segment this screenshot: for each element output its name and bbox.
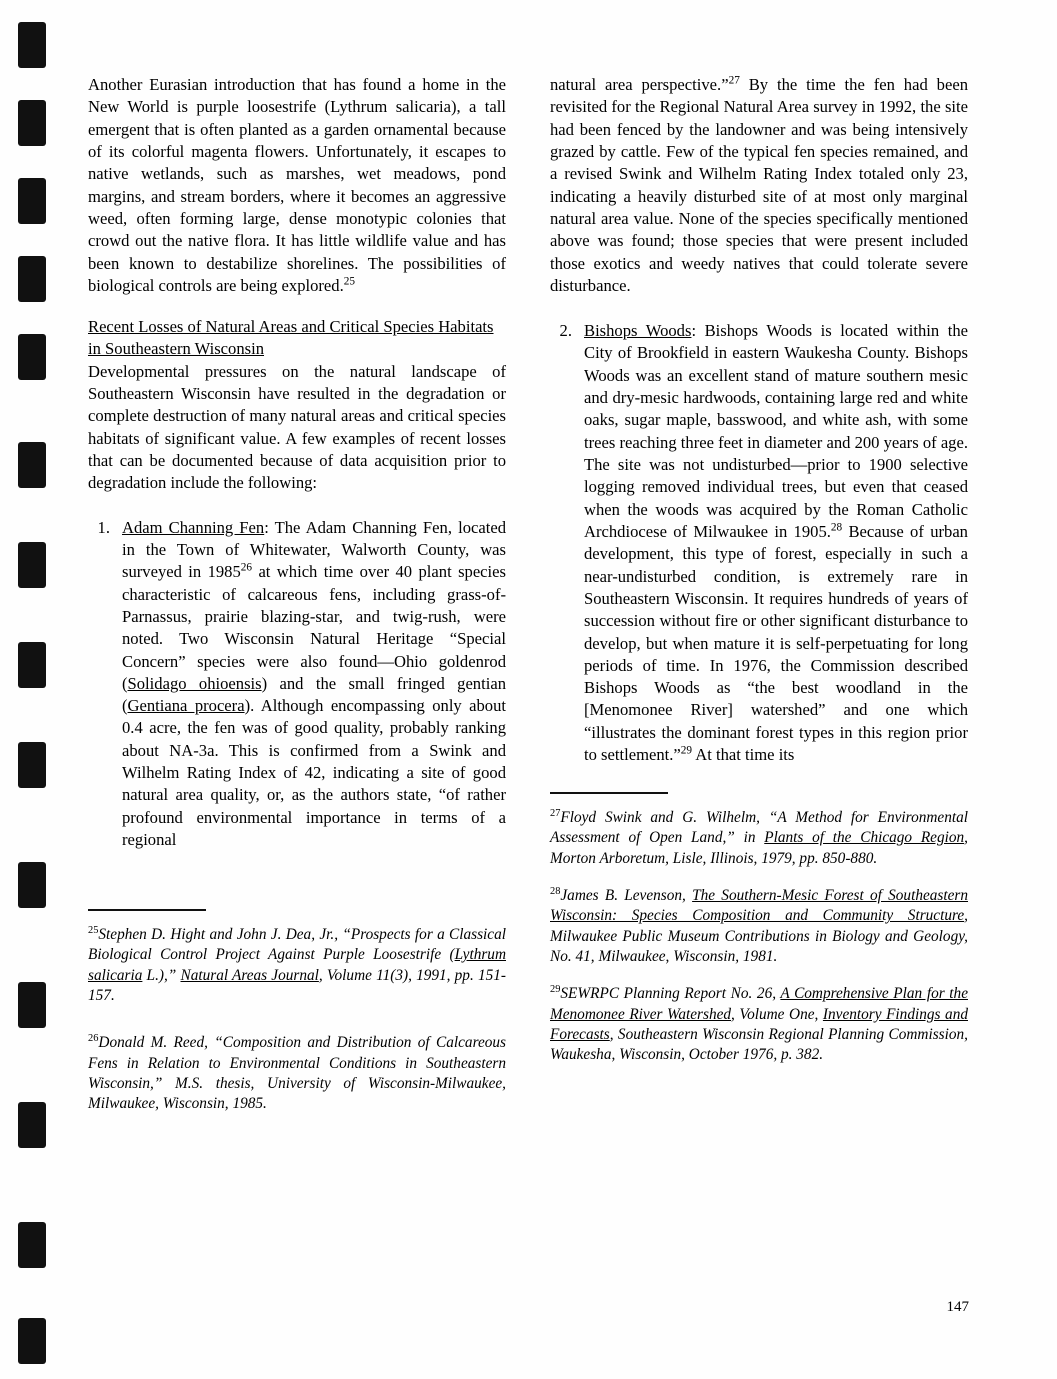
footnote-25-species: Lythrum salicaria: [88, 946, 506, 984]
binder-mark: [18, 742, 46, 788]
binder-mark: [18, 100, 46, 146]
list-item: [88, 517, 506, 852]
list-item-text-part-2: at which time over 40 plant species characteristic of calcareous fens, including grass-of-Parnassus, prairie blazing-star, and twig-rush, were noted. Two Wisconsin Natural Heritage “Special Concern” species were also found—Ohio goldenrod (: [122, 562, 506, 693]
footnote-28-text-1: James B. Levenson,: [560, 887, 693, 904]
footnote-27-text-2: , Morton Arboretum, Lisle, Illinois, 1979, pp. 850-880.: [550, 829, 968, 867]
page-number: 147: [946, 1299, 969, 1315]
footnote-28-number: 28: [550, 885, 561, 897]
species-name-gentiana: Gentiana procera: [127, 696, 245, 716]
paragraph-purple-loosestrife: [88, 74, 506, 297]
footnote-ref-29: 29: [680, 744, 693, 757]
paragraph-developmental-pressures: Developmental pressures on the natural landscape of Southeastern Wisconsin have resulted in the degradation or complete destruction of many natural areas and critical species habitats of significant value. A few examples of recent losses that can be documented because of data acquisition prior to degradation include the following:: [88, 361, 506, 493]
list-item: [550, 320, 968, 766]
binder-mark: [18, 1102, 46, 1148]
footnote-25-text-1: Stephen D. Hight and John J. Dea, Jr., “Prospects for a Classical Biological Control Project Against Purple Loosestrife (: [88, 925, 506, 964]
list-item-title: Adam Channing Fen: [122, 517, 265, 537]
footnote-25-text-3: , Volume 11(3), 1991, pp. 151-157.: [88, 966, 506, 1004]
footnote-29-text-2: , Volume One,: [731, 1005, 823, 1023]
footnote-29: [550, 984, 968, 1065]
binder-mark: [18, 1318, 46, 1364]
footnote-28-title: The Southern-Mesic Forest of Southeastern Wisconsin: Species Composition and Community Structure: [550, 887, 969, 925]
section-heading-block: [88, 316, 506, 495]
footnote-25-number: 25: [88, 924, 99, 936]
page-content: [88, 74, 968, 1132]
footnote-29-title-2: Inventory Findings and Forecasts: [550, 1005, 968, 1044]
footnote-26-text: Donald M. Reed, “Composition and Distribution of Calcareous Fens in Relation to Environmental Conditions in Southeastern Wisconsin,” M.S. thesis, University of Wisconsin-Milwaukee, Milwaukee, Wisconsin, 1985.: [88, 1034, 506, 1113]
footnote-29-title-1: A Comprehensive Plan for the Menomonee River Watershed: [550, 985, 968, 1023]
paragraph-natural-area-perspective: [550, 74, 968, 297]
binder-mark: [18, 22, 46, 68]
list-item-title: Bishops Woods: [584, 321, 692, 341]
list-item-text: [584, 320, 968, 766]
list-item-text-part-1: : The Adam Channing Fen, located in the Town of Whitewater, Walworth County, was surveyed in 1985: [122, 517, 506, 582]
binder-mark: [18, 1222, 46, 1268]
list-item-text: [122, 517, 506, 852]
footnote-ref-28: 28: [830, 521, 843, 534]
footnote-ref-27: 27: [728, 74, 740, 87]
binder-mark: [18, 982, 46, 1028]
section-heading: Recent Losses of Natural Areas and Critical Species Habitats in Southeastern Wisconsin: [88, 317, 494, 359]
footnote-27-text-1: Floyd Swink and G. Wilhelm, “A Method for Environmental Assessment of Open Land,” in: [550, 808, 968, 847]
footnote-26: [88, 1033, 506, 1114]
list-item-number: 2.: [559, 321, 572, 341]
footnote-25: [88, 925, 506, 1006]
numbered-list: [88, 517, 506, 852]
footnote-28: [550, 886, 968, 967]
list-item-number: 1.: [97, 517, 110, 537]
binder-mark: [18, 442, 46, 488]
footnote-29-number: 29: [550, 984, 561, 996]
list-item-text-part-3: ) and the small fringed gentian (: [122, 673, 506, 716]
footnote-28-text-2: , Milwaukee Public Museum Contributions in Biology and Geology, No. 41, Milwaukee, Wisconsin, 1981.: [550, 907, 968, 966]
footnote-27-number: 27: [550, 807, 561, 819]
left-column: [88, 74, 506, 1132]
right-column: [550, 74, 968, 1132]
footnote-25-text-2: L.),”: [142, 966, 181, 984]
footnote-29-text-3: , Southeastern Wisconsin Regional Planning Commission, Waukesha, Wisconsin, October 1976, p. 382.: [550, 1026, 968, 1064]
binder-mark: [18, 178, 46, 224]
footnote-27-title: Plants of the Chicago Region: [764, 829, 965, 847]
binder-mark: [18, 542, 46, 588]
footnote-gap: [88, 1023, 506, 1033]
numbered-list-continued: [550, 320, 968, 766]
footnote-ref-25: 25: [343, 275, 356, 288]
footnote-27: [550, 808, 968, 869]
paragraph-text-part-1: natural area perspective.”: [550, 75, 729, 94]
species-name-solidago: Solidago ohioensis: [127, 673, 262, 693]
footnote-separator-rule: [88, 909, 206, 911]
binder-mark: [18, 642, 46, 688]
list-item-text-part-3: At that time its: [692, 745, 795, 765]
binder-mark: [18, 862, 46, 908]
list-item-text-part-2: Because of urban development, this type of forest, especially in such a near-undisturbed condition, is extremely rare in Southeastern Wisconsin. It requires hundreds of years of succession without fire or other significant disturbance to develop, but when mature it is self-perpetuating for long periods of time. In 1976, the Commission described Bishops Woods as “the best woodland in the [Menomonee River] watershed” and one which “illustrates the dominant forest types in this region prior to settlement.”: [584, 521, 968, 765]
paragraph-text: Another Eurasian introduction that has found a home in the New World is purple loosestrife (Lythrum salicaria), a tall emergent that is often planted as a garden ornamental because of its colorful magenta flowers. Unfortunately, it escapes to native wetlands, such as marshes, wet meadows, pond margins, and stream borders, where it becomes an aggressive weed, often forming large, dense monotypic colonies that crowd out the native flora. It has little wildlife value and has been known to destabilize shorelines. The possibilities of biological controls are being explored.: [88, 75, 506, 295]
list-item-text-part-1: : Bishops Woods is located within the City of Brookfield in eastern Waukesha County. Bishops Woods was an excellent stand of mature southern mesic and dry-mesic hardwoods, containing large red and white oaks, sugar maple, basswood, and white ash, with some trees reaching three feet in diameter and 200 years of age. The site was not undisturbed—prior to 1900 selective logging removed individual trees, but even that ceased when the woods was acquired by the Roman Catholic Archdiocese of Milwaukee in 1905.: [584, 321, 968, 541]
paragraph-text-part-2: By the time the fen had been revisited for the Regional Natural Area survey in 1992, the site had been fenced by the landowner and was being intensively grazed by cattle. Few of the typical fen species remained, and a revised Swink and Wilhelm Rating Index totaled only 23, indicating a heavily disturbed site of at most only marginal natural area value. None of the species specifically mentioned above was found; those species that were present included those exotics and weedy natives that could tolerate severe disturbance.: [550, 75, 968, 295]
footnote-26-number: 26: [88, 1033, 99, 1045]
footnote-separator-rule: [550, 792, 668, 794]
footnote-29-text-1: SEWRPC Planning Report No. 26,: [560, 985, 781, 1003]
footnote-25-journal: Natural Areas Journal: [180, 966, 319, 984]
binder-punch-strip: [18, 0, 52, 1379]
binder-mark: [18, 256, 46, 302]
list-item-text-part-4: ). Although encompassing only about 0.4 acre, the fen was of good quality, probably ranking about NA-3a. This is confirmed from a Swink and Wilhelm Rating Index of 42, indicating a site of good natural area quality, or, as the authors state, “of rather profound environmental importance in terms of a regional: [122, 696, 506, 849]
binder-mark: [18, 334, 46, 380]
footnote-ref-26: 26: [240, 561, 253, 574]
